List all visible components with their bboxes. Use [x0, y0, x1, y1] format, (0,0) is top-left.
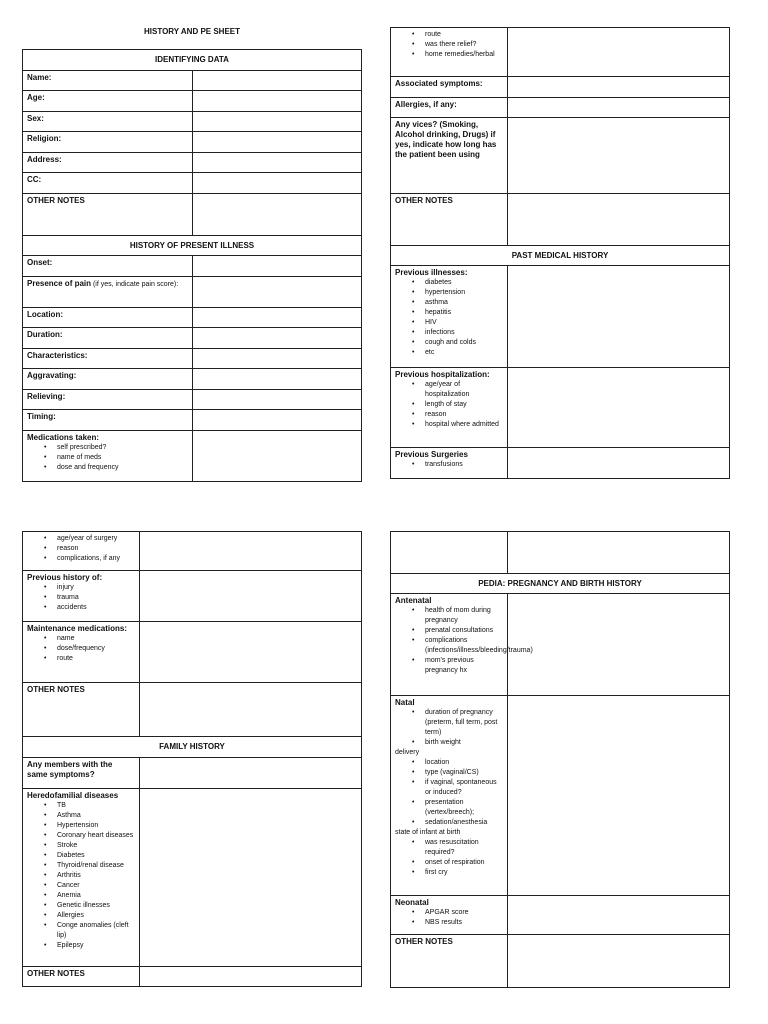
list-item: • Allergies: [27, 911, 135, 921]
allergies-field[interactable]: [508, 98, 730, 118]
previous-history-field[interactable]: [140, 571, 362, 622]
relieving-field[interactable]: [192, 390, 362, 410]
other-notes-field[interactable]: [140, 683, 362, 737]
neonatal-list: [395, 908, 503, 928]
associated-symptoms-label: Associated symptoms:: [391, 77, 508, 98]
page2-table: [390, 27, 730, 479]
list-item: • route: [395, 30, 503, 40]
maintenance-medications-field[interactable]: [140, 622, 362, 683]
sex-field[interactable]: [192, 112, 362, 132]
blank-label-cell: [391, 532, 508, 574]
page3-table: [22, 531, 362, 987]
previous-hospitalization-cell: [391, 368, 508, 448]
list-item: • age/year of hospitalization: [395, 380, 503, 400]
blank-field[interactable]: [508, 532, 730, 574]
list-item: • onset of respiration: [395, 858, 503, 868]
timing-field[interactable]: [192, 410, 362, 431]
other-notes-label: OTHER NOTES: [391, 935, 508, 988]
other-notes-label: OTHER NOTES: [23, 683, 140, 737]
list-item: • etc: [395, 348, 503, 358]
previous-illnesses-field[interactable]: [508, 266, 730, 368]
religion-field[interactable]: [192, 132, 362, 153]
antenatal-field[interactable]: [508, 594, 730, 696]
timing-label: Timing:: [23, 410, 193, 431]
address-field[interactable]: [192, 153, 362, 173]
list-item: • Asthma: [27, 811, 135, 821]
neonatal-field[interactable]: [508, 896, 730, 935]
list-item: • trauma: [27, 593, 135, 603]
list-item: • infections: [395, 328, 503, 338]
list-item: • was resuscitation required?: [395, 838, 503, 858]
list-item: • name: [27, 634, 135, 644]
vices-field[interactable]: [508, 118, 730, 194]
other-notes-field[interactable]: [140, 967, 362, 987]
list-item: • home remedies/herbal: [395, 50, 503, 60]
identifying-and-hpi-table: [22, 49, 362, 482]
other-notes-field[interactable]: [508, 194, 730, 246]
list-item: • Diabetes: [27, 851, 135, 861]
natal-list-c: [395, 838, 503, 878]
list-item: • NBS results: [395, 918, 503, 928]
list-item: • injury: [27, 583, 135, 593]
list-item: • health of mom during pregnancy: [395, 606, 503, 626]
family-history-header: FAMILY HISTORY: [23, 737, 362, 758]
name-label: Name:: [23, 71, 193, 91]
location-field[interactable]: [192, 308, 362, 328]
list-item: • name of meds: [27, 453, 188, 463]
list-item: • Stroke: [27, 841, 135, 851]
delivery-label: delivery: [395, 749, 420, 756]
list-item: • complications, if any: [27, 554, 135, 564]
list-item: • APGAR score: [395, 908, 503, 918]
previous-surgeries-label: Previous Surgeries: [395, 450, 468, 459]
previous-illnesses-list: [395, 278, 503, 358]
antenatal-cell: [391, 594, 533, 696]
name-field[interactable]: [192, 71, 362, 91]
list-item: • hospital where admitted: [395, 420, 503, 430]
list-item: • mom's previous pregnancy hx: [395, 656, 503, 676]
allergies-label: Allergies, if any:: [391, 98, 508, 118]
pain-label: [23, 277, 193, 308]
medications-continued-field[interactable]: [508, 28, 730, 77]
medications-continued-cell: [391, 28, 508, 77]
list-item: • asthma: [395, 298, 503, 308]
relieving-label: Relieving:: [23, 390, 193, 410]
other-notes-field[interactable]: [508, 935, 730, 988]
list-item: • TB: [27, 801, 135, 811]
previous-hospitalization-label: Previous hospitalization:: [395, 370, 490, 379]
previous-history-cell: [23, 571, 140, 622]
list-item: • location: [395, 758, 503, 768]
previous-surgeries-cell: [391, 448, 508, 479]
maintenance-medications-label: Maintenance medications:: [27, 624, 128, 633]
list-item: • Epilepsy: [27, 941, 135, 951]
list-item: • first cry: [395, 868, 503, 878]
list-item: • cough and colds: [395, 338, 503, 348]
list-item: • type (vaginal/CS): [395, 768, 503, 778]
heredofamilial-list: [27, 801, 135, 951]
list-item: • route: [27, 654, 135, 664]
previous-hospitalization-field[interactable]: [508, 368, 730, 448]
list-item: • sedation/anesthesia: [395, 818, 503, 828]
maintenance-medications-list: [27, 634, 135, 664]
list-item: • dose and frequency: [27, 463, 188, 473]
list-item: • Cancer: [27, 881, 135, 891]
list-item: • Thyroid/renal disease: [27, 861, 135, 871]
cc-field[interactable]: [192, 173, 362, 194]
age-field[interactable]: [192, 91, 362, 112]
list-item: • Coronary heart diseases: [27, 831, 135, 841]
antenatal-list: [395, 606, 533, 676]
list-item: • birth weight: [395, 738, 503, 748]
vices-label: Any vices? (Smoking, Alcohol drinking, Drugs) if yes, indicate how long has the patient been using: [391, 118, 508, 194]
previous-hospitalization-list: [395, 380, 503, 430]
duration-field[interactable]: [192, 328, 362, 349]
list-item: • presentation (vertex/breech);: [395, 798, 503, 818]
pain-label-text: Presence of pain: [27, 279, 92, 288]
previous-surgeries-field[interactable]: [508, 448, 730, 479]
list-item: • length of stay: [395, 400, 503, 410]
surgeries-continued-cell: [23, 532, 140, 571]
address-label: Address:: [23, 153, 193, 173]
medications-label: Medications taken:: [27, 433, 100, 442]
onset-label: Onset:: [23, 256, 193, 277]
members-same-symptoms-field[interactable]: [140, 758, 362, 789]
heredofamilial-label: Heredofamilial diseases: [27, 791, 119, 800]
list-item: • complications (infections/illness/bleeding/trauma): [395, 636, 503, 656]
other-notes-label: OTHER NOTES: [391, 194, 508, 246]
aggravating-label: Aggravating:: [23, 369, 193, 390]
identifying-data-header: IDENTIFYING DATA: [23, 50, 362, 71]
natal-field[interactable]: [508, 696, 730, 896]
list-item: • duration of pregnancy (preterm, full term, post term): [395, 708, 503, 738]
aggravating-field[interactable]: [192, 369, 362, 390]
duration-label: Duration:: [23, 328, 193, 349]
surgeries-continued-field[interactable]: [140, 532, 362, 571]
list-item: • Anemia: [27, 891, 135, 901]
cc-label: CC:: [23, 173, 193, 194]
list-item: • transfusions: [395, 460, 503, 470]
previous-history-label: Previous history of:: [27, 573, 103, 582]
pain-field[interactable]: [192, 277, 362, 308]
pedia-header: PEDIA: PREGNANCY AND BIRTH HISTORY: [391, 574, 730, 594]
list-item: • Hypertension: [27, 821, 135, 831]
past-medical-history-header: PAST MEDICAL HISTORY: [391, 246, 730, 266]
members-same-symptoms-label: Any members with the same symptoms?: [23, 758, 140, 789]
medications-field[interactable]: [192, 431, 362, 482]
list-item: • dose/frequency: [27, 644, 135, 654]
religion-label: Religion:: [23, 132, 193, 153]
neonatal-cell: [391, 896, 508, 935]
medications-continued-list: [395, 30, 503, 60]
page-title: HISTORY AND PE SHEET: [143, 27, 241, 36]
medications-cell: [23, 431, 193, 482]
other-notes-field[interactable]: [192, 194, 362, 236]
list-item: • hepatitis: [395, 308, 503, 318]
previous-history-list: [27, 583, 135, 613]
list-item: • Conge anomalies (cleft lip): [27, 921, 135, 941]
list-item: • if vaginal, spontaneous or induced?: [395, 778, 503, 798]
hpi-header: HISTORY OF PRESENT ILLNESS: [23, 236, 362, 256]
neonatal-label: Neonatal: [395, 898, 429, 907]
antenatal-label: Antenatal: [395, 596, 432, 605]
location-label: Location:: [23, 308, 193, 328]
previous-illnesses-label: Previous illnesses:: [395, 268, 468, 277]
surgeries-continued-list: [27, 534, 135, 564]
pain-label-note: (if yes, indicate pain score):: [91, 281, 179, 288]
state-of-infant-label: state of infant at birth: [395, 829, 461, 836]
previous-illnesses-cell: [391, 266, 508, 368]
list-item: • diabetes: [395, 278, 503, 288]
natal-list-b: [395, 758, 503, 828]
list-item: • Arthritis: [27, 871, 135, 881]
characteristics-label: Characteristics:: [23, 349, 193, 369]
natal-cell: [391, 696, 508, 896]
natal-list-a: [395, 708, 503, 748]
sex-label: Sex:: [23, 112, 193, 132]
list-item: • accidents: [27, 603, 135, 613]
list-item: • reason: [395, 410, 503, 420]
age-label: Age:: [23, 91, 193, 112]
natal-label: Natal: [395, 698, 415, 707]
associated-symptoms-field[interactable]: [508, 77, 730, 98]
heredofamilial-cell: [23, 789, 140, 967]
previous-surgeries-list: [395, 460, 503, 470]
list-item: • self prescribed?: [27, 443, 188, 453]
list-item: • reason: [27, 544, 135, 554]
other-notes-label: OTHER NOTES: [23, 194, 193, 236]
onset-field[interactable]: [192, 256, 362, 277]
page4-table: [390, 531, 730, 988]
list-item: • prenatal consultations: [395, 626, 503, 636]
other-notes-label: OTHER NOTES: [23, 967, 140, 987]
characteristics-field[interactable]: [192, 349, 362, 369]
medications-list: [27, 443, 188, 473]
heredofamilial-field[interactable]: [140, 789, 362, 967]
maintenance-medications-cell: [23, 622, 140, 683]
list-item: • age/year of surgery: [27, 534, 135, 544]
list-item: • HIV: [395, 318, 503, 328]
list-item: • was there relief?: [395, 40, 503, 50]
list-item: • Genetic illnesses: [27, 901, 135, 911]
list-item: • hypertension: [395, 288, 503, 298]
